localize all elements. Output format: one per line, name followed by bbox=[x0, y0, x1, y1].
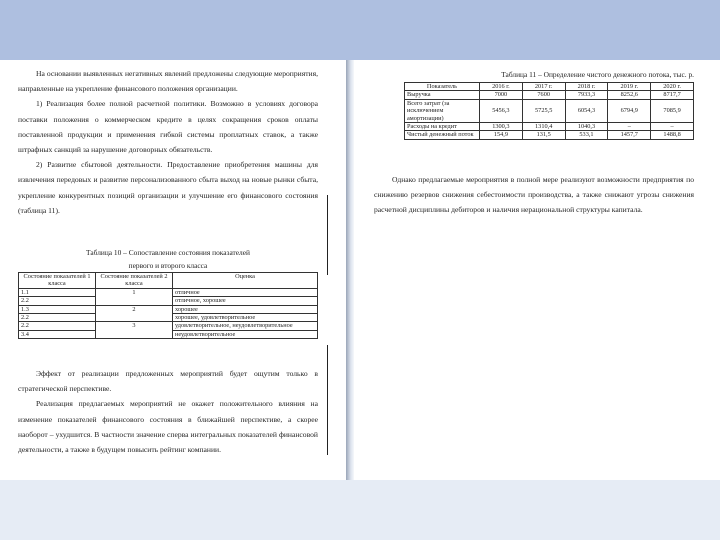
body-paragraph: Эффект от реализации предложенных мероприятий будет ощутим только в стратегической перспективе. bbox=[18, 369, 318, 394]
table-row: Расходы на кредит 1300,3 1310,4 1040,3 – – bbox=[405, 123, 694, 131]
column-header: 2019 г. bbox=[608, 83, 651, 91]
table-row: 2.2 хорошее, удовлетворительное bbox=[19, 314, 318, 322]
table11-caption: Таблица 11 – Определение чистого денежного потока, тыс. р. bbox=[501, 70, 694, 79]
page-gutter bbox=[346, 60, 354, 480]
header-band bbox=[0, 0, 720, 60]
left-body bbox=[18, 66, 318, 218]
column-header: 2020 г. bbox=[651, 83, 694, 91]
right-body bbox=[374, 172, 694, 218]
table-row: 2.2 отличное, хорошее bbox=[19, 297, 318, 305]
table-10 bbox=[18, 272, 318, 339]
body-paragraph: Реализация предлагаемых мероприятий не окажет положительного влияния на изменение показателей финансового состояния в ближайшей перспективе, а скорее наоборот – ухудшится. В частности значение сперва интегральных показателей финансовой деятельности, а также в будущем повысить рейтинг компании. bbox=[18, 399, 318, 455]
body-paragraph: Однако предлагаемые мероприятия в полной мере реализуют возможности предприятия по снижению резервов снижения себестоимости производства, а также снижают угрозы снижения расчетной дисциплины дебиторов и наличия нерациональной структуры капитала. bbox=[374, 175, 694, 215]
column-header: Состояние показателей 2 класса bbox=[96, 273, 173, 289]
left-page bbox=[18, 60, 340, 480]
table-row: Чистый денежный поток 154,9 131,5 533,1 1457,7 1488,8 bbox=[405, 131, 694, 139]
right-page bbox=[360, 60, 710, 480]
table-header-row bbox=[405, 83, 694, 91]
table-row: Всего затрат (за исключением амортизации) 5456,3 5725,5 6054,3 6794,9 7085,9 bbox=[405, 99, 694, 122]
column-header: 2018 г. bbox=[565, 83, 608, 91]
table-row: 3.4 неудовлетворительное bbox=[19, 330, 318, 338]
table-row: 1.1 1 отличное bbox=[19, 288, 318, 296]
table10-caption: Таблица 10 – Сопоставление состояния показателей первого и второго класса bbox=[86, 248, 250, 270]
column-header: Оценка bbox=[173, 273, 318, 289]
list-item: 1) Реализация более полной расчетной политики. Возможно в условиях договора поставки положения о коммерческом кредите в целях сокращения сроков оплаты поставленной продукции и применения гибкой системы проплатных ставок, а также штрафных санкций за нарушение договорных обязательств. bbox=[18, 99, 318, 155]
table-row: Выручка 7000 7600 7933,3 8252,6 8717,7 bbox=[405, 91, 694, 99]
column-header: 2017 г. bbox=[522, 83, 565, 91]
table-row: 2.2 3 удовлетворительное, неудовлетворительное bbox=[19, 322, 318, 330]
list-item: 2) Развитие сбытовой деятельности. Предоставление приобретения машины для извлечения передовых и развитие персонализованного сбыта выход на новые рынки сбыта, укрепление конкурентных позиций организации и улучшение его финансового состояния (таблица 11). bbox=[18, 160, 318, 215]
column-header: 2016 г. bbox=[480, 83, 523, 91]
table-11 bbox=[404, 82, 694, 140]
footer-band bbox=[0, 480, 720, 540]
left-conclusion bbox=[18, 366, 318, 457]
intro-paragraph: На основании выявленных негативных явлений предложены следующие мероприятия, направленные на укрепление финансового положения организации. bbox=[18, 69, 318, 94]
table-row: 1.3 2 хорошее bbox=[19, 305, 318, 313]
column-header: Состояние показателей 1 класса bbox=[19, 273, 96, 289]
column-header: Показатель bbox=[405, 83, 480, 91]
